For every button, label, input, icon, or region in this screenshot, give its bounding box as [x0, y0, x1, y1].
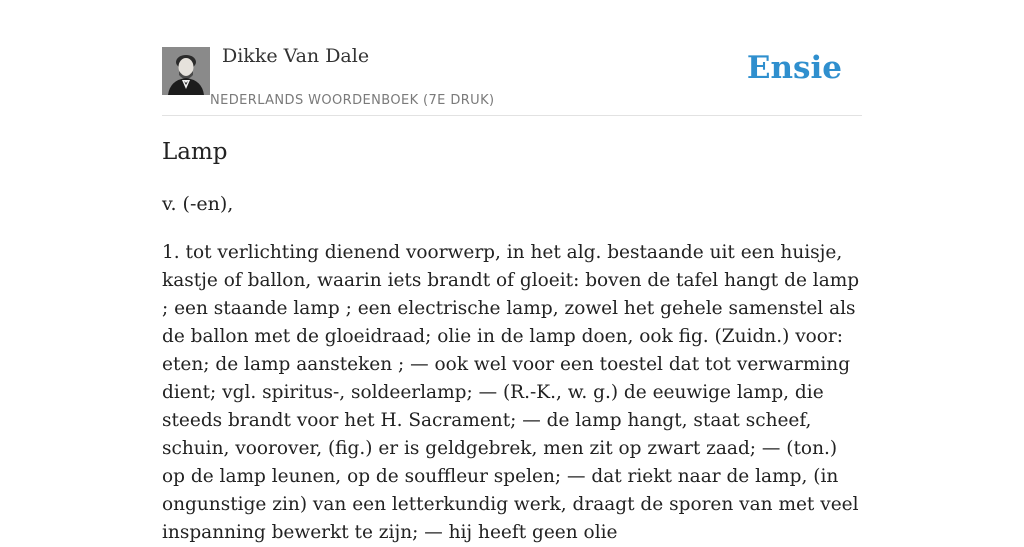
author-name[interactable]: Dikke Van Dale: [222, 45, 370, 67]
entry-definition: 1. tot verlichting dienend voorwerp, in het alg. bestaande uit een huisje, kastje of ballon, waarin iets brandt of gloeit: boven de tafel hangt de lamp ; een staande lamp ; een electrische lamp, zowel het gehele samenstel als de ballon met de gloeidraad; olie in de lamp doen, ook fig. (Zuidn.) voor: eten; de lamp aansteken ; — ook wel voor een toestel dat tot verwarming dient; vgl. spiritus-, soldeerlamp; — (R.-K., w. g.) de eeuwige lamp, die steeds brandt voor het H. Sacrament; — de lamp hangt, staat scheef, schuin, voorover, (fig.) er is geldgebrek, men zit op zwart zaad; — (ton.) op de lamp leunen, op de souffleur spelen; — dat riekt naar de lamp, (in ongunstige zin) van een letterkundig werk, draagt de sporen van met veel inspanning bewerkt te zijn; — hij heeft geen olie: [162, 242, 860, 543]
page-content: [162, 0, 862, 543]
entry-header: [162, 0, 862, 116]
entry-grammar: v. (-en),: [162, 193, 234, 215]
author-avatar[interactable]: [162, 47, 210, 95]
brand-logo[interactable]: Ensie: [746, 50, 842, 86]
source-label[interactable]: NEDERLANDS WOORDENBOEK (7E DRUK): [210, 93, 495, 108]
portrait-icon: [162, 47, 210, 95]
entry-title: Lamp: [162, 139, 228, 165]
